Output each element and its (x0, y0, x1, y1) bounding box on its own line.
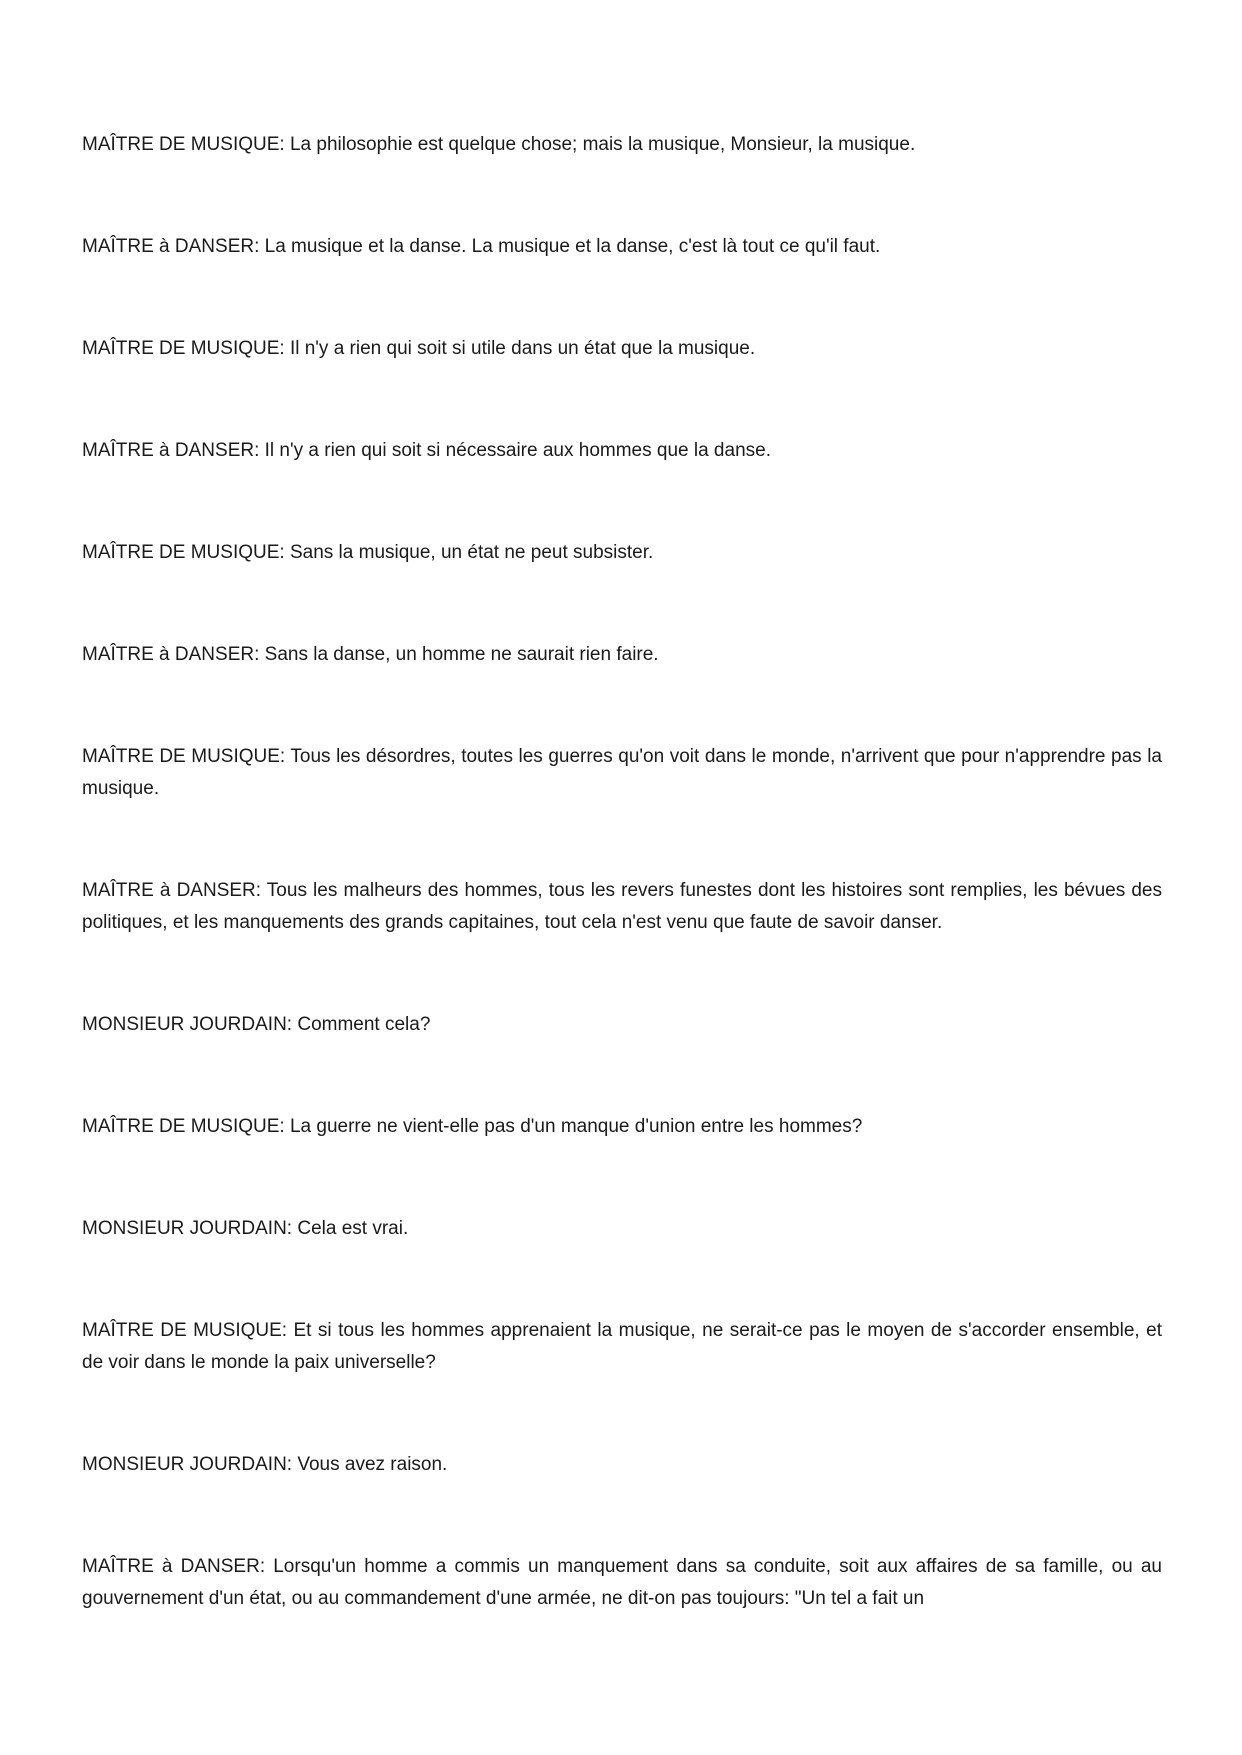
dialogue-line: MAÎTRE DE MUSIQUE: La guerre ne vient-elle pas d'un manque d'union entre les hommes? (82, 1116, 863, 1137)
dialogue-line: MONSIEUR JOURDAIN: Cela est vrai. (82, 1218, 409, 1239)
dialogue-line: MAÎTRE DE MUSIQUE: La philosophie est quelque chose; mais la musique, Monsieur, la musique. (82, 134, 916, 155)
dialogue-line: MAÎTRE DE MUSIQUE: Et si tous les hommes apprenaient la musique, ne serait-ce pas le moyen de s'accorder ensemble, et de voir dans le monde la paix universelle? (82, 1320, 1162, 1373)
dialogue-line: MAÎTRE à DANSER: Lorsqu'un homme a commis un manquement dans sa conduite, soit aux affaires de sa famille, ou au gouvernement d'un état, ou au commandement d'une armée, ne dit-on pas toujours: "Un tel a fait un (82, 1556, 1162, 1609)
dialogue-line: MAÎTRE DE MUSIQUE: Sans la musique, un état ne peut subsister. (82, 542, 654, 563)
dialogue-line: MAÎTRE à DANSER: Tous les malheurs des hommes, tous les revers funestes dont les histoires sont remplies, les bévues des politiques, et les manquements des grands capitaines, tout cela n'est venu que faute de savoir danser. (82, 880, 1162, 933)
dialogue-line: MONSIEUR JOURDAIN: Comment cela? (82, 1014, 431, 1035)
dialogue-line: MAÎTRE DE MUSIQUE: Tous les désordres, toutes les guerres qu'on voit dans le monde, n'arrivent que pour n'apprendre pas la musique. (82, 746, 1162, 799)
dialogue-line: MAÎTRE à DANSER: La musique et la danse. La musique et la danse, c'est là tout ce qu'il faut. (82, 236, 881, 257)
dialogue-line: MAÎTRE DE MUSIQUE: Il n'y a rien qui soit si utile dans un état que la musique. (82, 338, 756, 359)
dialogue-line: MAÎTRE à DANSER: Sans la danse, un homme ne saurait rien faire. (82, 644, 659, 665)
dialogue-line: MAÎTRE à DANSER: Il n'y a rien qui soit si nécessaire aux hommes que la danse. (82, 440, 771, 461)
dialogue-line: MONSIEUR JOURDAIN: Vous avez raison. (82, 1454, 448, 1475)
